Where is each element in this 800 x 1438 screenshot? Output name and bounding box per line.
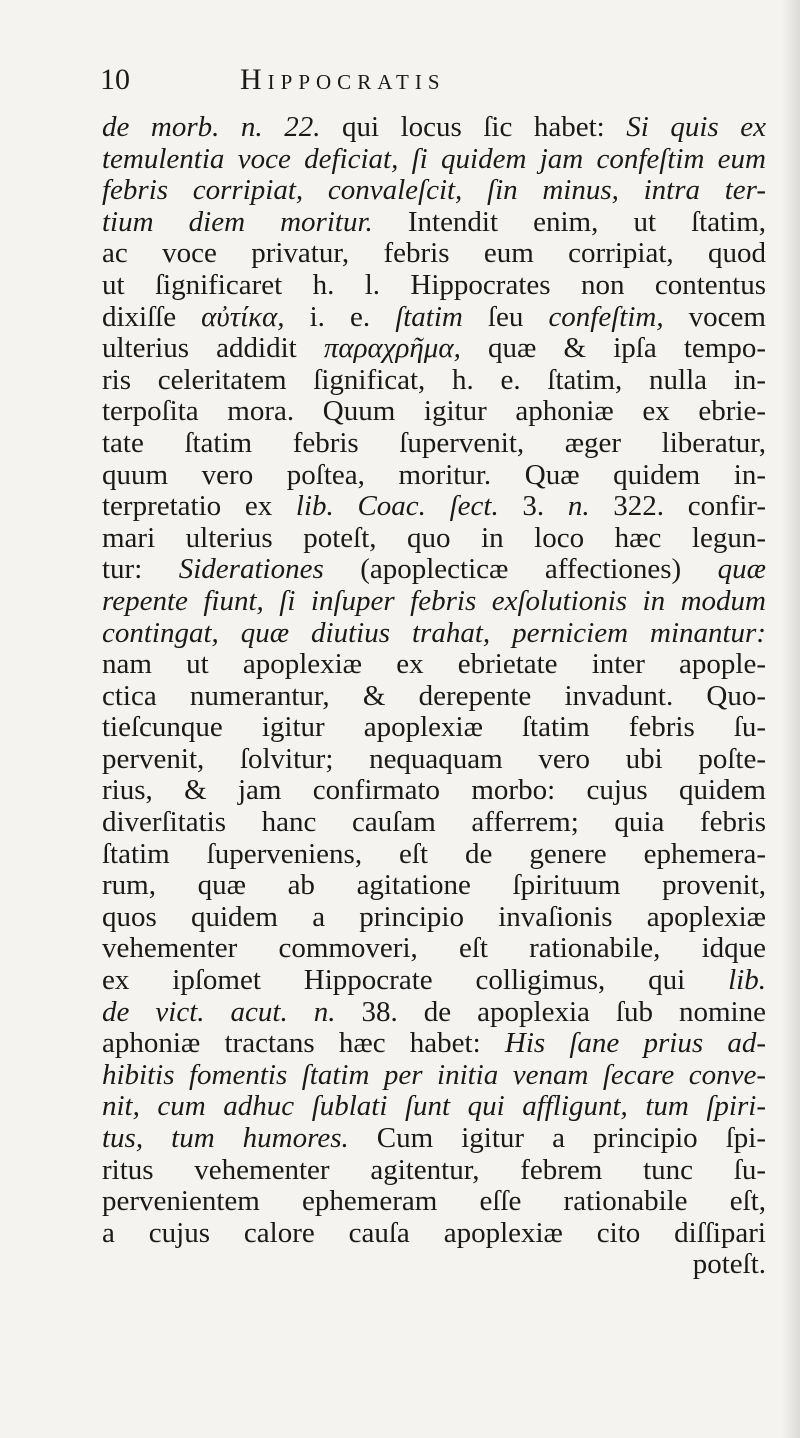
text-line xyxy=(102,1155,766,1187)
text-line xyxy=(102,807,766,839)
text-run: rum, quæ ab agitatione ſpirituum provenit, xyxy=(102,870,766,902)
text-run: 322. confir- xyxy=(589,491,766,523)
page-gutter-shadow xyxy=(782,0,800,1438)
text-run: quæ & ipſa tempo- xyxy=(460,333,766,365)
text-line xyxy=(102,460,766,492)
text-line xyxy=(102,270,766,302)
text-run: vocem xyxy=(663,301,766,333)
text-line xyxy=(102,839,766,871)
text-line xyxy=(102,144,766,176)
text-line xyxy=(102,175,766,207)
italic-run: lib. xyxy=(728,965,766,997)
text-line xyxy=(102,523,766,555)
italic-run: hibitis fomentis ſtatim per initia venam ſecare conve- xyxy=(102,1059,766,1091)
text-line xyxy=(102,902,766,934)
text-line xyxy=(102,618,766,650)
running-head: Hippocratis xyxy=(240,63,446,96)
text-run: vehementer commoveri, eſt rationabile, idque xyxy=(102,933,766,965)
italic-run: de morb. n. 22. xyxy=(102,112,321,143)
text-line xyxy=(102,1028,766,1060)
text-run: i. e. xyxy=(284,301,396,333)
italic-run: febris corripiat, convaleſcit, ſin minus, intra ter- xyxy=(102,175,766,207)
italic-run: tus, tum humores. xyxy=(102,1123,349,1154)
text-run: ritus vehementer agitentur, febrem tunc ſu- xyxy=(102,1154,766,1186)
italic-run: His ſane prius ad- xyxy=(504,1028,766,1060)
text-run: quos quidem a principio invaſionis apoplexiæ xyxy=(102,901,766,933)
italic-run: tium diem moritur. xyxy=(102,206,373,238)
text-run: ctica numerantur, & derepente invadunt. Quo- xyxy=(102,680,766,712)
text-run: qui locus ſic habet: xyxy=(320,112,627,143)
text-run: a cujus calore cauſa apoplexiæ cito diſſipari xyxy=(102,1217,766,1249)
text-run: terpoſita mora. Quum igitur aphoniæ ex ebrie- xyxy=(102,396,766,428)
text-run: ulterius addidit xyxy=(102,333,324,365)
text-line xyxy=(102,396,766,428)
text-line xyxy=(102,1123,766,1155)
text-run: 3. xyxy=(498,491,568,523)
text-run: nam ut apoplexiæ ex ebrietate inter apople- xyxy=(102,649,766,681)
text-line xyxy=(102,997,766,1029)
text-run: mari ulterius poteſt, quo in loco hæc legun- xyxy=(102,522,766,554)
text-line xyxy=(102,1091,766,1123)
text-run: dixiſſe xyxy=(102,301,202,333)
text-line xyxy=(102,1218,766,1250)
italic-run: contingat, quæ diutius trahat, perniciem minantur: xyxy=(102,617,766,649)
text-line xyxy=(102,554,766,586)
text-line xyxy=(102,712,766,744)
text-line xyxy=(102,870,766,902)
text-line xyxy=(102,933,766,965)
text-run: Cum igitur a principio ſpi- xyxy=(348,1123,766,1154)
text-run: ſtatim ſuperveniens, eſt de genere ephemera- xyxy=(102,838,766,870)
text-run: pervenientem ephemeram eſſe rationabile eſt, xyxy=(102,1186,766,1218)
italic-run: ſtatim xyxy=(395,301,463,333)
italic-run: nit, cum adhuc ſublati ſunt qui affligunt, tum ſpiri- xyxy=(102,1091,766,1123)
text-line xyxy=(102,302,766,334)
italic-run: temulentia voce deficiat, ſi quidem jam confeſtim eum xyxy=(102,143,766,175)
text-run: tieſcunque igitur apoplexiæ ſtatim febris ſu- xyxy=(102,712,766,744)
italic-run: confeſtim, xyxy=(548,301,664,333)
italic-run: Siderationes xyxy=(178,554,324,586)
italic-run: de vict. acut. n. xyxy=(102,996,336,1028)
text-line xyxy=(102,112,766,144)
italic-run: Si quis ex xyxy=(626,112,766,143)
text-line xyxy=(102,1249,766,1281)
text-run: ex ipſomet Hippocrate colligimus, qui xyxy=(102,965,729,997)
text-run: poteſt. xyxy=(692,1249,766,1281)
text-line xyxy=(102,428,766,460)
text-run: pervenit, ſolvitur; nequaquam vero ubi poſte- xyxy=(102,743,766,775)
text-line xyxy=(102,681,766,713)
text-line xyxy=(102,649,766,681)
text-line xyxy=(102,775,766,807)
text-run: 38. de apoplexia ſub nomine xyxy=(335,996,766,1028)
text-run: terpretatio ex xyxy=(102,491,296,523)
text-run: quum vero poſtea, moritur. Quæ quidem in- xyxy=(102,459,766,491)
text-line xyxy=(102,491,766,523)
italic-run: παραχρῆμα, xyxy=(323,333,461,365)
text-run: tur: xyxy=(102,554,179,586)
text-run: ac voce privatur, febris eum corripiat, quod xyxy=(102,238,766,270)
text-line xyxy=(102,365,766,397)
page-header xyxy=(100,60,700,100)
text-line xyxy=(102,333,766,365)
text-run: Intendit enim, ut ſtatim, xyxy=(372,206,766,238)
text-line xyxy=(102,965,766,997)
text-run: (apoplecticæ affectiones) xyxy=(323,554,718,586)
italic-run: n. xyxy=(567,491,590,523)
italic-run: αὐτίκα, xyxy=(201,301,285,333)
text-run: tate ſtatim febris ſupervenit, æger liberatur, xyxy=(102,427,766,459)
italic-run: lib. Coac. ſect. xyxy=(295,491,499,523)
text-run: diverſitatis hanc cauſam afferrem; quia febris xyxy=(102,807,766,839)
text-run: ſeu xyxy=(462,301,549,333)
text-run: rius, & jam confirmato morbo: cujus quidem xyxy=(102,775,766,807)
italic-run: repente fiunt, ſi inſuper febris exſolutionis in modum xyxy=(102,585,766,617)
text-run: aphoniæ tractans hæc habet: xyxy=(102,1028,505,1060)
text-line xyxy=(102,207,766,239)
text-run: ris celeritatem ſignificat, h. e. ſtatim, nulla in- xyxy=(102,364,766,396)
body-text xyxy=(102,112,766,1281)
text-line xyxy=(102,1186,766,1218)
text-line xyxy=(102,238,766,270)
text-run: ut ſignificaret h. l. Hippocrates non contentus xyxy=(102,269,766,301)
text-line xyxy=(102,586,766,618)
page-number: 10 xyxy=(100,63,130,96)
text-line xyxy=(102,744,766,776)
italic-run: quæ xyxy=(717,554,766,586)
text-line xyxy=(102,1060,766,1092)
